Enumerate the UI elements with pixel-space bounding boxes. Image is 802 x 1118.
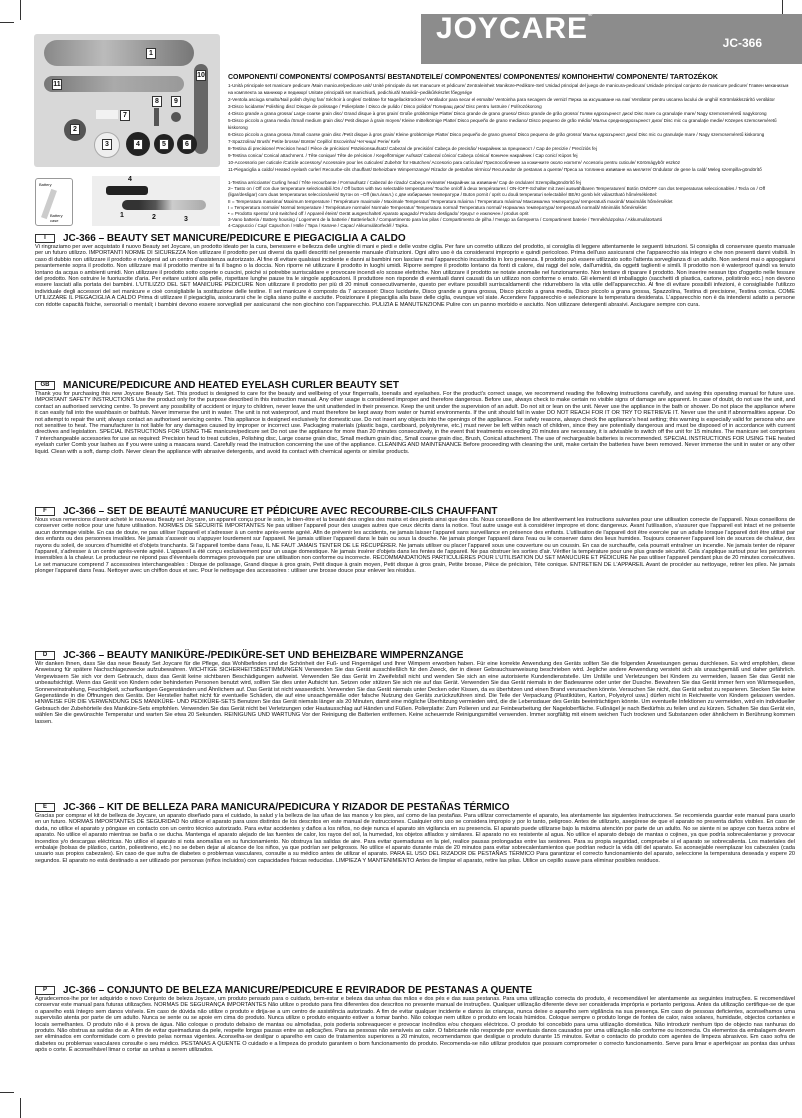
part-item: 4-Cappuccio / Cap/ Capuchon / Hülle / Tapa / Капаче / Capac/ Akkumulátorfedél / Tapka. [228, 223, 409, 229]
components-list [228, 74, 794, 173]
part-item: I = Temperatura normale/ Normal temperature / Température normale/ Normale Temperatur/ Temperatura normal/ Temperatura normal/ Нормална температура/ temperatură normală/ Minimális hőmérséklet [228, 204, 647, 210]
language-flag: I [35, 234, 55, 243]
language-flag: F [35, 507, 55, 516]
language-section-i [35, 233, 795, 384]
part-item: II = Temperatura massima/ Maximum temperature / Température maximale / Maximale Temperatur/ Temperatura máxima / Temperatura máxima/ Максимална температура/ temperatură maximă/ Maximális hőmérséklet [228, 198, 673, 204]
section-heading [35, 650, 795, 661]
component-item: 6-Disco piccolo a grana grossa /Small coarse grain disc /Petit disque à gros grain/ Kleine grobkörnige Platte/ Disco pequeño de grano grueso/ Disco pequeno de grão grosso/ Малък едрозърнест диск/ Disc mic cu granulaţie mare / Nagy szemcseméretű kiskorong [228, 132, 765, 137]
section-title: JC-366 – KIT DE BELLEZA PARA MANICURA/PEDICURA Y RIZADOR DE PESTAÑAS TÉRMICO [63, 802, 510, 813]
language-flag: P [35, 986, 55, 995]
section-heading [35, 802, 795, 813]
crop-mark [0, 22, 14, 23]
curler-cap [106, 186, 148, 195]
eyelash-curler-parts-list [228, 180, 794, 230]
photo-label: 8 [152, 96, 162, 107]
precision-head [154, 108, 159, 126]
pen-label: 1 [120, 212, 124, 219]
pen-label: 4 [128, 176, 132, 183]
component-item: 3-Disco lucidante/ Polishing disc/ Disque de polissage / Polierplatte / Disco de pulido / Disco polidor/ Полиращ диск/ Disc pentru lustruire / Polírozókorong [228, 104, 542, 109]
photo-label: 9 [171, 96, 181, 107]
section-body: Agradecemos-lhe por ter adquirido o novo Conjunto de beleza Joycare, um produto pensado para o cuidado, bem-estar e beleza das unhas das mãos e dos pés e das suas pestanas. Para uma utilização correcta do produto, é recomendável ler atentamente as seguintes instruções. É recomendável conservar este manual para futuras utilizações. NORMAS DE SEGURANÇA IMPORTANTES Não utilize o produto para fins diferentes dos descritos no presente manual de instruções. Qualquer utilização diferente deve ser considerada imprópria e portanto perigosa. Antes da utilização certifique-se de que o aparelho está íntegro sem danos visíveis. Em caso de dúvida não utilize o produto e dirija-se a um centro de assistência autorizado. A fim de evitar qualquer incidente e danos às crianças, nunca deixe o aparelho sem vigilância na sua presença. Em caso de pessoas deficientes, aconselhamos uma supervisão atenta por parte de um adulto. Nunca se sente ou se apoie em cima do produto. Nunca utilize o produto enquanto estiver a tomar banho. Não coloque nem utilize o produto em locais húmidos. Coloque sempre o produto longe de fontes de calor, raios solares, humidade, objectos cortantes e locais semelhantes. O produto não é à prova de água. Não coloque o produto debaixo de mantas ou almofadas, pois poderia sobreaquecer e provocar incêndios e/ou choques eléctricos. O produto foi concebido para uma utilização doméstica. Não introduzir nenhum tipo de objecto nas ranhuras do produto. Não obstrua as saídas de ar. A fim de evitar queimaduras da pele, respeite longas pausas entre as aplicações. Para as pessoas não sensíveis ao calor. O fabricante não responde por eventuais danos causados por uma utilização não conforme ou incorrecta. Os elementos da embalagem devem ser eliminados em conformidade com o previsto pelas normas vigentes. Aconselha-se desligar o aparelho em caso de tratamentos superiores a 20 minutos, recomendamos que desligue o produto durante 15 minutos. Evitar o contacto do produto com agentes de limpeza abrasivos. Em caso sofra de diabetes ou problemas vasculares consulte o seu médico. PESTANAS A QUENTE O cuidado e a limpeza do produto garantem o bom funcionamento do produto. Recomenda-se não utilizar produtos que possam comprometer o correcto funcionamento. Serve para limar e aperfeiçoar as pontas das unhas após o corte. É aconselhável limar o cortar as unhas a serem utilizados. [35, 996, 795, 1054]
model-number: JC-366 [722, 36, 762, 50]
section-title: JC-366 – BEAUTY SET MANICURE/PEDICURE E PIEGACIGLIA A CALDO [63, 233, 406, 244]
section-heading [35, 233, 795, 244]
section-title: JC-366 – SET DE BEAUTÉ MANUCURE ET PÉDICURE AVEC RECOURBE-CILS CHAUFFANT [63, 506, 498, 517]
crop-mark [20, 1098, 21, 1118]
component-item: 5-Disco piccolo a grana media /Small medium grain disc/ Petit disque à grain moyen/ Kleine mittelkörnige Platte/ Disco pequeño de grano mediano/ Disco pequeno de grão médio/ Малък средноедрозърнест диск/ Disc mic cu granulaţie medie/ Közepes szemcseméretű kiskorong [228, 118, 777, 130]
components-title: COMPONENTI/ COMPONENTS/ COMPOSANTS/ BESTANDTEILE/ COMPONENTES/ COMPONENTES/ КОМПОНЕНТИ/ COMPONENTE/ TARTOZÉKOK [228, 74, 718, 81]
section-body: Gracias por comprar el kit de belleza de Joycare, un aparato diseñado para el cuidado, la salud y la belleza de las uñas de las manos y los pies, así como de las pestañas. Para utilizar correctamente el aparato, lea atentamente las siguientes instrucciones. Se recomienda guardar este manual para usarlo en un futuro. NORMAS IMPORTANTES DE SEGURIDAD No utilice el aparato para usos distintos de los descritos en este manual de instrucciones. Cualquier otro uso se considera impropio y por lo tanto, peligroso. Antes de utilizarlo, asegúrese de que el aparato no presenta daños visibles. En caso de duda, no utilice el aparato y póngase en contacto con un centro técnico autorizado. Para evitar accidentes y daños a los niños, no deje nunca el aparato sin vigilancia en su presencia. El aparato puede utilizarse bajo la máxima atención por parte de un adulto. No se siente ni se apoye con fuerza sobre el aparato. No utilice el aparato mientras se baña o se ducha. Mantenga el aparato alejado de las fuentes de calor, los rayos del sol, la humedad, los objetos afilados y similares. El aparato no es resistente al agua. No utilice el aparato debajo de mantas o cojines, ya que podría sobrecalentarse y provocar incendios y/o descargas eléctricas. No utilice el aparato si nota anomalías en su funcionamiento. No obstruya las salidas de aire. Para evitar quemaduras en la piel, realice pausas prolongadas entre las sesiones. Para su propia seguridad, compruebe si el aparato se sobrecalienta. Los materiales del embalaje (bolsas de plástico, cartón, poliestireno, etc.) no se deben dejar al alcance de los niños, ya que podrían ser peligrosos. No utilice el aparato durante más de 20 minutos para evitar sobrecalentamientos que podrían reducir la vida útil del aparato. Es aconsejable reemplazar los cabezales (cada usuario sus propios cabezales). En caso de que sufra de diabetes o problemas vasculares, consulte a su médico antes de utilizar el aparato. PARA EL USO DEL RIZADOR DE PESTAÑAS TÉRMICO Para garantizar el correcto funcionamiento del aparato, seleccione la temperatura deseada y espere 20 segundos. El aparato no está destinado a ser utilizado por personas (niños incluidos) con capacidades físicas reducidas. LIMPIEZA Y MANTENIMIENTO Antes de limpiar el aparato, retire las pilas. Utilice un cepillo suave para eliminar posibles residuos. [35, 813, 795, 864]
language-flag: E [35, 803, 55, 812]
photo-label: 6 [182, 139, 192, 150]
battery-diagram [35, 178, 73, 226]
photo-label: 7 [120, 110, 130, 121]
language-section-e [35, 802, 795, 989]
component-item: 11-Piegaciglia a caldo/ Heated eyelash curler/ Recourbe-cils chauffant/ Beheizbare Wimpernzange/ Rizador de pestañas térmico/ Recurvador de pestanas a quente/ Преса за топлинно извиване на миглите/ Ondulator de gene la cald/ Meleg szempilla-göndörítő [228, 167, 762, 172]
language-section-d [35, 650, 795, 807]
section-title: MANICURE/PEDICURE AND HEATED EYELASH CURLER BEAUTY SET [63, 380, 399, 391]
pen-label: 2 [152, 214, 156, 221]
component-item: 4-Disco grande a grana grossa/ Large coarse grain disc/ Grand disque à gros grain/ Große grobkörnige Platte/ Disco grande de grano grueso/ Disco grande de grão grosso/ Голям едрозърнест диск/ Disc mare cu granulaţie mare/ Nagy szemcseméretű nagykorong [228, 111, 767, 116]
main-unit [44, 40, 194, 66]
curler-body [122, 200, 206, 210]
component-item: 8-Testina di precisione/ Precision head / Pièce de précision/ Präzisionsaufsatz/ Cabezal de precisión/ Cabeça de precisão/ Накрайник за прецизност / Cap de precizie / Precíziós fej [228, 146, 597, 151]
component-item: 9-Testina conica/ Conical attachment. / Tête conique/ Tête de précision / Kegelförmiger Aufsatz/ Cabezal cónico/ Cabeça cónica/ Коничен накрайник / Cap conic/ Kúpos fej [228, 153, 578, 158]
eyelash-curler [44, 76, 184, 92]
battery-label: Battery [39, 182, 52, 187]
section-title: JC-366 – BEAUTY MANIKÜRE-/PEDIKÜRE-SET UND BEHEIZBARE WIMPERNZANGE [63, 650, 464, 661]
crop-mark [20, 0, 21, 20]
battery-case-label: Battery case [50, 213, 63, 223]
part-item: • = Prodotto spento/ Unit switched off / Appareil éteint/ Gerät ausgeschaltet/ Aparato apagado/ Produto desligado/ Уредът е изключен / produs oprit [228, 211, 529, 217]
language-section-gb [35, 380, 795, 511]
photo-label: 5 [159, 139, 169, 150]
component-item: 10-Accessorio per cuticole /Cuticle accessory/ Accessoire pour les cuticules/ Zubehör für Häutchen/ Accesorio para cutículas/ Приспособление за кожичките около ноктите/ Accesoriu pentru cuticule/ Körömágybõr eszköz [228, 160, 680, 165]
component-item: 2-Ventola asciuga smalto/Nail polish drying fan/ Séchoir à ongles/ Gebläse für Nagellacktrockner/ Ventilador para secar el esmalte/ Ventoinha para secagem de verniz/ Перка за изсушаване на лак/ Ventilator pentru uscarea lacului de unghii/ Körömlakkszárító ventilátor [228, 97, 775, 102]
section-heading [35, 985, 795, 996]
part-item: 3-Vano batteria / Battery housing / Logement de la batterie / Batteriefach / Compartimento para las pilas / Compartimento de pilha / Гнездо за батерията / Compartiment baterie / Termékházpolsa / Akkumulátortartó [228, 217, 663, 223]
pen-label: 3 [184, 216, 188, 223]
section-heading [35, 506, 795, 517]
component-item: 7-Spazzolina/ Brush/ Petite brosse/ Bürste/ Cepillo/ Escovinha/ Четчица/ Perie/ Kefe [228, 139, 401, 144]
eyelash-curler-photo [92, 176, 220, 226]
brush [96, 110, 118, 119]
crop-mark [0, 1092, 14, 1093]
component-item: 1-Unità principale set manicure pedicure /Main manicure/pedicure unit/ Unité principale du set manucure et pédicure/ Zentraleinheit Maniküre-Pediküre-Set/ Unidad principal del juego de manicura-pedicura/ Unidade principal conjunto de manicure pedicure/ Главен механизъм на комплекта за маникюр и педикюр/ Unitate principală set manichiură, pedichiură/ Manikűr–pedikűrkészlet főegysége [228, 83, 789, 95]
photo-label: 2 [70, 124, 80, 135]
section-body: Wir danken Ihnen, dass Sie das neue Beauty Set Joycare für die Pflege, das Wohlbefinden und die Schönheit der Fuß- und Fingernägel und Ihrer Wimpern erworben haben. Für eine korrekte Anwendung des Geräts sollten Sie die folgenden Anweisungen genau durchlesen. Es wird empfohlen, diese Anweisung für spätere Nachschlagezwecke aufzubewahren. WICHTIGE SICHERHEITSBESTIMMUNGEN Verwenden Sie das Gerät ausschließlich für den Zweck, der in dieser Gebrauchsanweisung beschrieben wird. Jegliche andere Anwendung versteht sich als unsachgemäß und daher gefährlich. Vergewissern Sie sich vor dem Gebrauch, dass das Gerät keine sichtbaren Beschädigungen aufweist. Verwenden Sie das Gerät im Zweifelsfall nicht und wenden Sie sich an eine autorisierte Kundendienststelle. Um Unfälle und Verletzungen bei Kindern zu vermeiden, lassen Sie das Gerät nie unbeaufsichtigt. Wenn das Gerät von Kindern oder behinderten Personen benutzt wird, sollten Sie dies unter Aufsicht tun. Setzen oder stützen Sie sich nie auf das Gerät. Verwenden Sie das Gerät niemals in der Badewanne oder unter der Dusche. Bewahren Sie das Gerät immer fern von Wärmequellen, Sonneneinstrahlung, Feuchtigkeit, scharfkantigen Gegenständen und Ähnlichem auf. Das Gerät ist nicht wasserdicht. Verwenden Sie das Gerät niemals unter Decken oder Kissen, da es überhitzen und einen Brand verursachen könnte. Versuchen Sie nicht, das Gerät selbst zu reparieren. Stecken Sie keine Gegenstände in die Öffnungen des Geräts. Der Hersteller haftet nicht für eventuelle Schäden, die auf eine unsachgemäße oder falsche Nutzung des Geräts zurückzuführen sind. Die Teile der Verpackung (Plastiktüten, Karton, Polystyrol usw.) dürfen nicht in Reichweite von Kindern gelassen werden. HINWEISE FÜR DIE VERWENDUNG DES MANIKÜRE- UND PEDIKÜRE-SETS Benutzen Sie das Gerät niemals länger als 20 Minuten, damit eine mögliche Überhitzung vermieden wird, die die Lebensdauer des Geräts beeinträchtigen könnte. Um eventuelle Infektionen zu vermeiden, wird ein individueller Gebrauch der Zubehörteile des Maniküre-Sets empfohlen. Verwenden Sie das Gerät nicht bei Verletzungen oder Hautausschlag auf Händen und Füßen. Polierplatte: Zum Polieren und zur Feinbearbeitung der Nageloberfläche. Fußnägel je nach Bedürfnis zu feilen und zu kürzen. Schalten Sie das Gerät ein, wählen Sie die gewünschte Temperatur und warten Sie etwa 20 Sekunden. REINIGUNG UND WARTUNG Vor der Reinigung die Batterien entfernen. Keine scheuernde Reinigungsmittel verwenden. Immer sorgfältig mit einem weichen Tuch trocknen und Substanzen oder ähnlichem in Berührung kommen lassen. [35, 661, 795, 725]
section-body: Thank you for purchasing this new Joycare Beauty Set. This product is designed to care for the beauty and wellbeing of your fingernails, toenails and eyelashes. For the product's correct usage, we recommend reading the following instructions carefully, and saving this operating manual for future use. IMPORTANT SAFETY INSTRUCTIONS Use the product only for the purpose described in this instruction manual. Any other usage is considered improper and therefore dangerous. Before use, always check to make certain no visible signs of damage are apparent. In case of doubt, do not use the unit, and contact an authorised servicing centre. To prevent any possibility of accident or injury to children, never leave the unit unattended in their presence. Keep the unit under the supervision of an adult. Do not sit or lean on the unit. Never use the appliance in the bath or shower. Do not place the appliance where it can easily fall into the washbasin or bathtub. Never immerse the unit in water. The unit is not waterproof, and must therefore be kept away from water or humid environments. If the unit should fall in water DO NOT REACH FOR IT OR TRY TO RETRIEVE IT. Never use the unit if abnormalities appear. Do not attempt to repair the unit; always contact an authorised servicing centre. This appliance is designed exclusively for domestic use. Do not insert any objects into the openings of the appliance. For safety reasons, always check the appliance's heat setting; this warning is especially valid for persons who are not sensitive to heat. The manufacturer is not liable for any damages caused by improper or incorrect use. Packaging materials (plastic bags, cardboard, polystyrene, etc.) must never be left within reach of children, since they are potentially dangerous and must be disposed of in accordance with current directives and legislation. SPECIAL INSTRUCTIONS FOR USING THE manicure/pedicure set Do not use the appliance for more than 20 minutes consecutively, in the event that treatments exceeding 20 minutes are necessary, it is advisable to switch off the unit for 15 minutes. The manicure set comprises 7 interchangeable accessories for use as required: Precision head to treat cuticles, Polishing disc, Large coarse grain disc, Small medium grain disc, Small coarse grain disc, Brush, Conical attachment. The use of rechargeable batteries is recommended. SPECIAL INSTRUCTIONS FOR USING THE heated eyelash curler Comb your lashes as if you were using a mascara wand. Carefully read the instruction concerning the use of the appliance. CLEANING AND MAINTENANCE Before proceeding with cleaning the unit, make certain the batteries have been removed. Never immerse the unit in water or any other liquid. Clean with a soft, damp cloth. Never clean the appliance with abrasive detergents, and avoid its contact with chemical agents or similar products. [35, 391, 795, 455]
part-item: 2– Tasto on / Off con due temperature selezionabili /On / Off button with two selectable temperatures/ Touche on/off à deux températures / ON-/OFF-Schalter mit zwei auswählbaren Temperaturen/ Botón ON/OFF con dos temperaturas seleccionables / Tecla on / Off (ligar/desligar) com duas temperaturas seleccionáveis/ Бутон on –Off (вкл./изкл.) с две избираеми температури / Buton pornit / oprit cu două temperaturi selectabile/ BE/KI gomb két választható hőmérséklettel: [228, 186, 766, 198]
photo-label: 4 [133, 139, 143, 150]
language-section-p [35, 985, 795, 1082]
language-flag: GB [35, 381, 55, 390]
photo-label: 11 [53, 81, 61, 88]
language-section-f [35, 506, 795, 655]
photo-label: 3 [102, 139, 112, 150]
language-flag: D [35, 651, 55, 660]
photo-label: 10 [197, 72, 205, 79]
conical-attachment [171, 112, 181, 122]
photo-label: 1 [146, 48, 156, 59]
section-title: JC-366 – CONJUNTO DE BELEZA MANICURE/PEDICURE E REVIRADOR DE PESTANAS A QUENTE [63, 985, 533, 996]
section-body: Nous vous remercions d'avoir acheté le nouveau Beauty set Joycare, un appareil conçu pour le soin, le bien-être et la beauté des ongles des mains et des pieds ainsi que des cils. Nous conseillons de lire attentivement les instructions suivantes pour une utilisation correcte de l'appareil. Nous conseillons de conserver cette notice pour une future utilisation. NORMES DE SÉCURITÉ IMPORTANTES Ne pas utiliser l'appareil pour des usages autres que ceux décrits dans la notice. Tout autre usage est à considérer impropre et donc dangereux. Avant l'utilisation, s'assurer que l'appareil est intact et ne présente aucun dommage visible. En cas de doute, ne pas utiliser l'appareil et s'adresser à un centre après-vente agréé. Afin de prévenir les accidents, ne jamais laisser l'appareil sans surveillance en présence des enfants. L'utilisation de l'appareil doit être exercée par un adulte lorsque l'appareil doit être utilisé par des enfants ou des personnes invalides. Ne jamais s'asseoir ou s'appuyer lourdement sur l'appareil. Ne jamais utiliser l'appareil dans le bain ou sous la douche. Ne jamais plonger l'appareil dans l'eau ou le conserver dans des lieux humides. Toujours conserver l'appareil loin de sources de chaleur, des rayons du soleil, de sources d'humidité et d'objets tranchants. Si l'appareil tombe dans l'eau, IL NE FAUT JAMAIS TENTER DE LE RÉCUPÉRER. Ne jamais utiliser ou placer l'appareil sous une couverture ou un coussin. En cas de surchauffe, cela pourrait entraîner un incendie. Ne jamais tenter de réparer l'appareil, s'adresser à un centre après-vente agréé. L'appareil a été conçu exclusivement pour un usage domestique. Ne jamais insérer d'objets dans les fentes de l'appareil. Ne pas obstruer les sorties d'air. Vérifier la température pour une plus grande sécurité. Cela s'applique surtout pour les personnes insensibles à la chaleur. Le producteur ne répond pas d'éventuels dommages provoqués par une utilisation non conforme ou incorrecte. RECOMMANDATIONS PARTICULIÈRES POUR L'UTILISATION DU SET MANUCURE ET PÉDICURE Ne pas utiliser l'appareil pendant plus de 20 minutes consécutives. Le set manucure comprend 7 accessoires interchangeables : Disque de polissage, Grand disque à gros grain, Petit disque à grain moyen, Petit disque à gros grain, Petite brosse, Pièce de précision, Tête conique. ENTRETIEN DE L'APPAREIL Avant de procéder au nettoyage, retirer les piles. Ne jamais plonger l'appareil dans l'eau. Nettoyer avec un chiffon doux et sec. Pour le nettoyage des accessoires : utiliser une brosse douce pour enlever les résidus. [35, 517, 795, 575]
product-photo [34, 34, 220, 167]
section-body: Vi ringraziamo per aver acquistato il nuovo Beauty set Joycare, un prodotto ideato per la cura, benessere e bellezza delle unghie di mani e piedi e delle vostre ciglia. Per fare un corretto utilizzo del prodotto, si consiglia di leggere attentamente le seguenti istruzioni. Si consiglia di conservare questo manuale per un futuro utilizzo. IMPORTANTI NORME DI SICUREZZA Non utilizzare il prodotto per usi diversi da quelli descritti nel presente manuale d'istruzioni. Ogni altro uso è da considerarsi improprio e quindi pericoloso. Prima dell'uso assicurarsi che l'apparecchio sia integro e che non presenti danni visibili. In caso di dubbio non utilizzare il prodotto e rivolgersi ad un centro d'assistenza autorizzato. Al fine di evitare qualsiasi incidente e danni ai bambini non lasciare mai l'apparecchio incustodito in loro presenza. Il prodotto può essere utilizzato sotto l'attenta sorveglianza di un adulto. Non sedersi mai o appoggiarsi pesantemente sopra il prodotto. Non utilizzare mai il prodotto mentre si fa il bagno o la doccia. Non riporre né utilizzare il prodotto in luoghi umidi. Riporre sempre il prodotto lontano da fonti di calore, dai raggi del sole, dall'umidità, da oggetti taglienti e simili. Il prodotto non è waterproof quindi va tenuto lontano da acqua o ambienti umidi. Non utilizzare il prodotto sotto coperte o cuscini, poiché si potrebbe surriscaldare e provocare incendi e/o scosse elettriche. Non utilizzare il prodotto se notate anomalie nel funzionamento. Non tentare di riparare il prodotto. Non inserire nessun tipo d'oggetto nelle fessure del prodotto. Non ostruire le fuoriuscite d'aria. Per evitare ustioni alla pelle, rispettare lunghe pause tra le singole applicazioni. Il produttore non risponde di eventuali danni causati da un utilizzo non conforme o errato. Gli elementi di imballaggio (sacchetti di plastica, cartone, polistirolo ecc.) non devono essere lasciati alla portata dei bambini. L'UTILIZZO DEL SET MANICURE PEDICURE Non utilizzare il prodotto per più di 20 minuti consecutivamente, questo per evitare possibili surriscaldamenti che ridurrebbero la vita utile dell'apparecchio. Al fine di evitare possibili infezioni, è consigliabile l'utilizzo individuale degli accessori del set manicure e cioè consigliabile la sostituzione delle testine. Il set manicure è composto da 7 accessori: Disco lucidante, Disco grande a grana grossa, Disco piccolo a grana media, Disco piccolo a grana grossa, Spazzolina, Testina di precisione, Testina conica. COME UTILIZZARE IL PIEGACIGLIA A CALDO Prima di utilizzare il piegaciglia, assicurarsi che le ciglia siano pulite e asciutte. Posizionare il piegaciglia alla base delle ciglia, ovunque vol siate. Accendere l'apparecchio e selezionare la temperatura desiderata. L'apparecchio non è da intendersi adatto a persone con ridotte capacità fisiche, sensoriali o mentali; i bambini devono essere sorvegliati per assicurarsi che non giochino con l'apparecchio. PULIZIA E MANUTENZIONE Pulire con un panno morbido e asciutto. Non utilizzare detergenti abrasivi. Asciugare sempre con cura. [35, 244, 795, 308]
part-item: 1-Testina arricciante/ Curling head / Tête recourbante / Formaufsatz / Cabezal de rizado/ Cabeça revirante/ Накрайник за извиване/ Cap de ondulare/ Szempillagöndörítő fej [228, 180, 581, 185]
brand-logo: JOYCARE® [436, 12, 594, 45]
section-heading [35, 380, 795, 391]
